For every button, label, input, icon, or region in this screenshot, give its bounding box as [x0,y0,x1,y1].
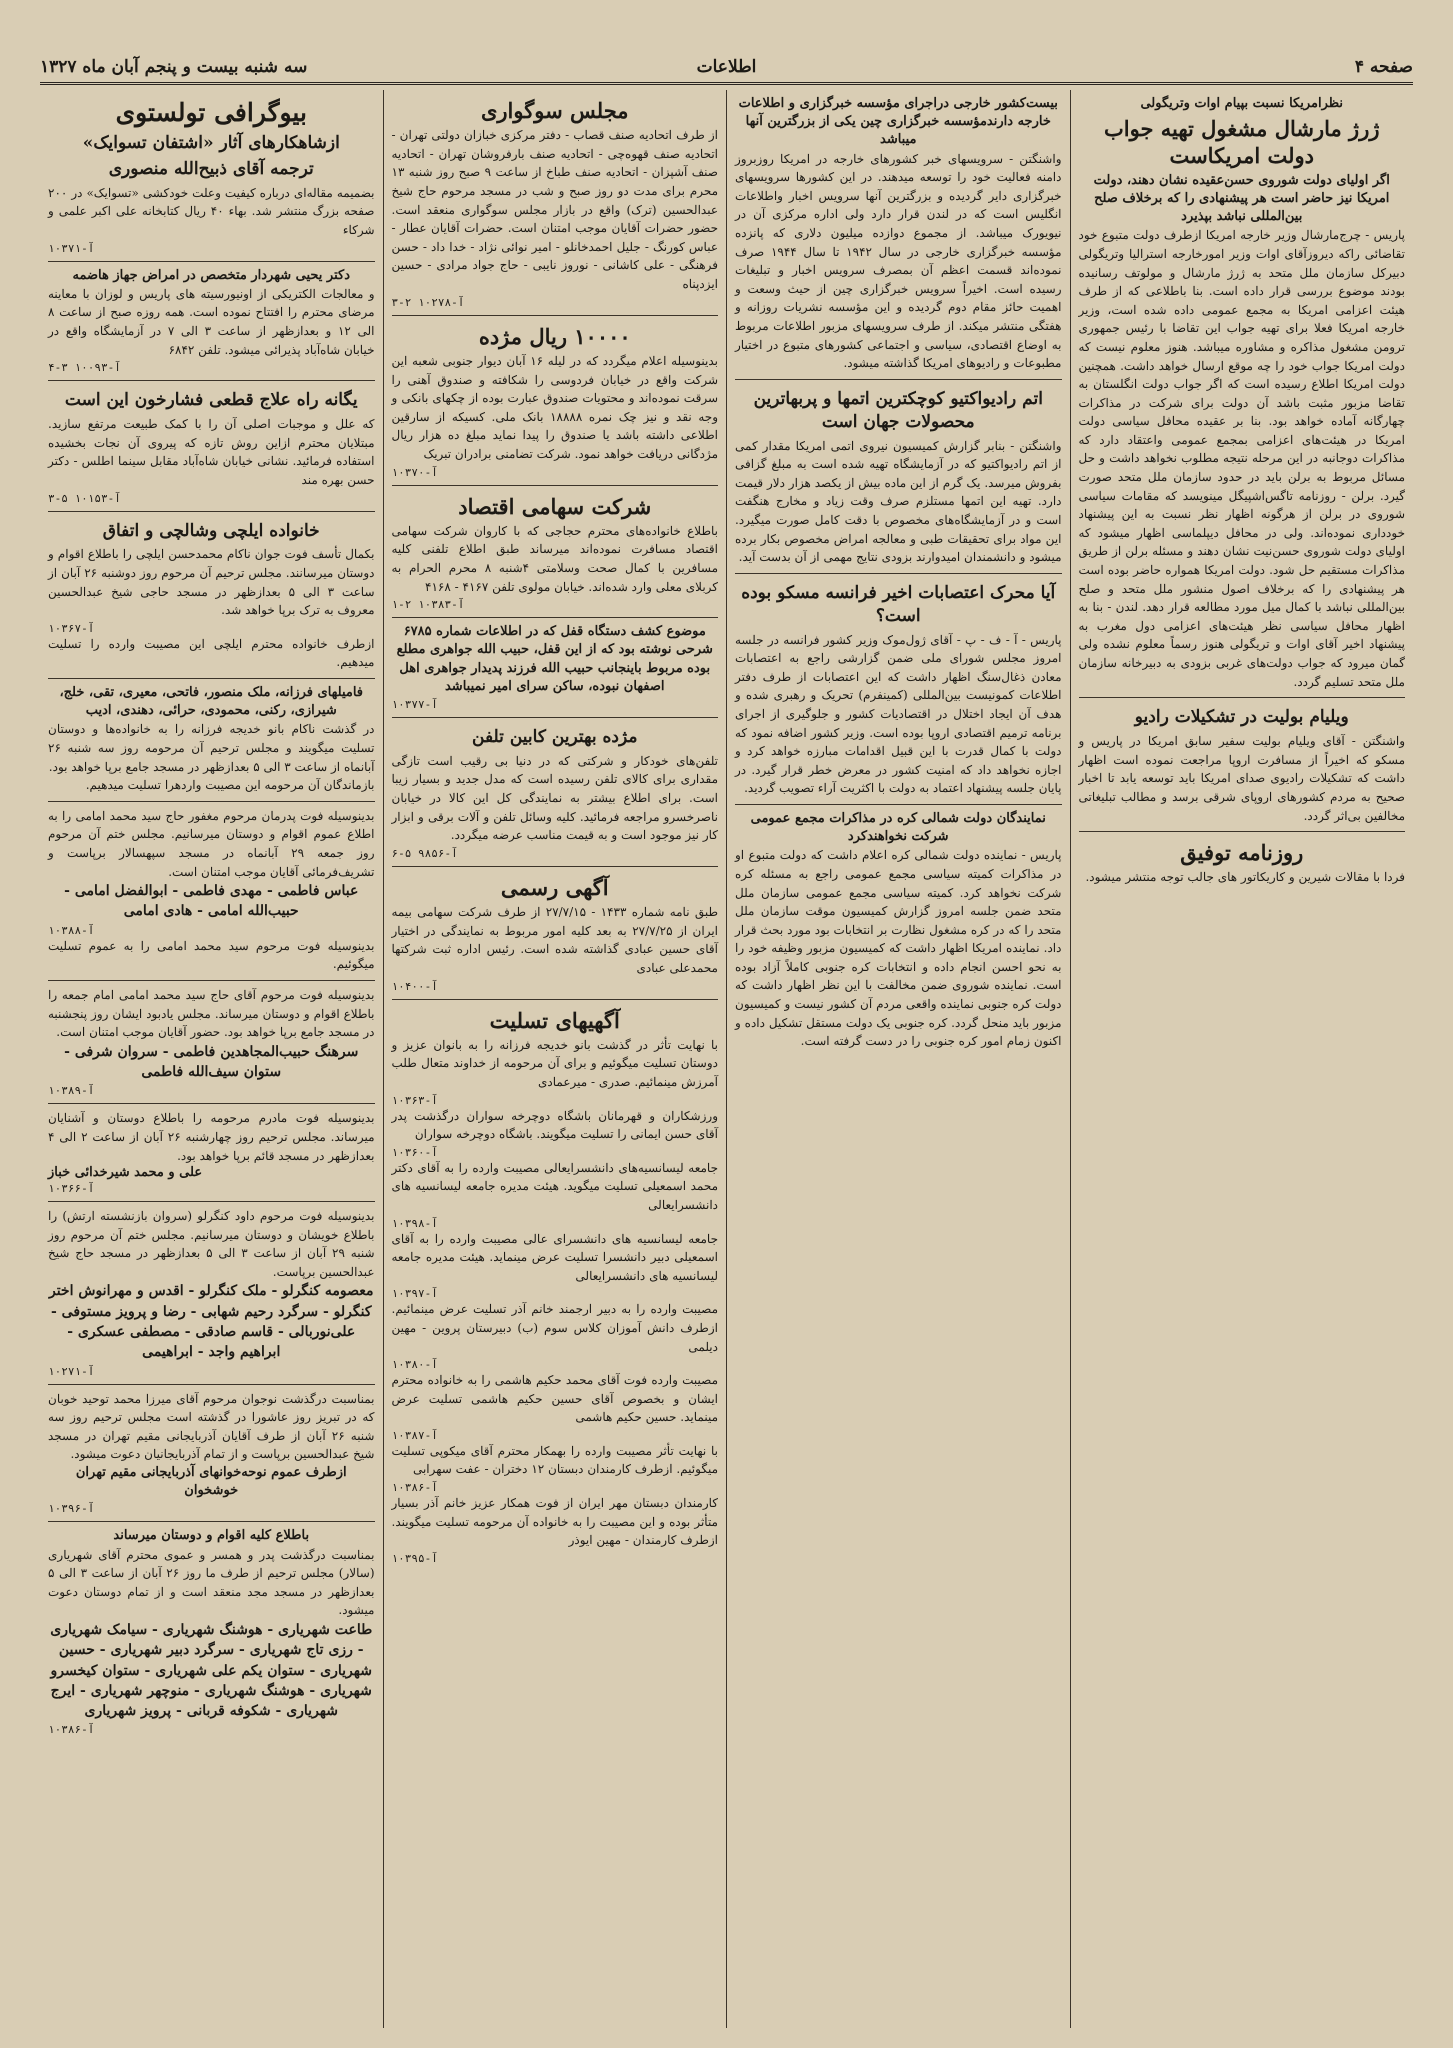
page-number: صفحه ۴ [1354,57,1413,77]
phone-ad [392,718,719,867]
mojahedin-notice [48,981,375,1104]
kangarlu-names: معصومه کنگرلو - ملک کنگرلو - اقدس و مهرانوش اختر کنگرلو - سرگرد رحیم شهابی - رضا و پرویز مستوفی - علی‌نوربالی - قاسم صادقی - مصطفی عسکری - ابراهیم واجد - ابراهیمی [48,1283,374,1361]
phone-body: تلفن‌های خودکار و شرکتی که در دنیا بی رقیب است تازگی مقداری برای کالای تلفن رسیده است که مدل جدید و بسیار زیبا است. برای اطلاع بیشتر به نمایندگی کل این کالا در خیابان ناصرخسرو مراجعه فرمائید. کلیه وسائل تلفن و آلات برقی و ابزار کار نیز موجود است و به قیمت مناسب عرضه میگردد. [391,753,718,843]
doctor-body: و معالجات الکتریکی از اونیورسیته های پاریس و لوزان با معاینه مرضای محترم را افتتاح نموده است. همه روزه صبح از ساعت ۸ الی ۱۲ و بعدازظهر از ساعت ۳ الی ۷ در آزمایشگاه واقع در خیابان شاه‌آباد پذیرائی میشود. تلفن ۶۸۴۲ [48,286,375,357]
condolence-text: مصیبت وارده را به دبیر ارجمند خانم آذر تسلیت عرض مینمائیم. ازطرف دانش آموزان کلاس سوم (ب) دبیرستان پروین - مهین دیلمی [391,1302,718,1354]
korea-body: پاریس - نماینده دولت شمالی کره اعلام داشت که دولت متبوع او در مذاکرات کمیته سیاسی مجمع عمومی راجع به مسئله کره شرکت نخواهد کرد. کمیته سیاسی مجمع عمومی سازمان ملل متحد ضمن جلسه امروز گزارش کمیسیون موقت سازمان ملل متحد را که در کره مشغول نظارت بر انتخابات بود مورد بحث قرار داد. نماینده امریکا اظهار داشت که کمیسیون مزبور وظیفه خود را به نحو احسن انجام داده و انتخابات کره جنوبی کاملاً آزاد بوده است. نماینده شوروی ضمن مخالفت با این نظر اظهار داشت که دولت کره جنوبی نماینده واقعی مردم آن کشور نیست و کمیسیون مزبور باید منحل گردد. کره جنوبی یک دولت مستقل تشکیل داده و اکنون زمام امور کره جنوبی را در دست گرفته است. [735,848,1062,1049]
emami-note: بدینوسیله فوت مرحوم سید محمد امامی را به عموم تسلیت میگوئیم. [48,938,375,972]
eqtesad-body: باطلاع خانواده‌های محترم حجاجی که با کاروان شرکت سهامی اقتصاد مسافرت نموده‌اند میرساند طبق اطلاع تلفنی کلیه مسافرین با کمال صحت وسلامتی ۴شنبه ۸ محرم الحرام به کربلای معلی وارد شده‌اند. خیابان مولوی تلفن ۴۱۶۷ - ۴۱۶۸ [391,523,719,594]
bp-body: که علل و موجبات اصلی آن را با کمک طبیعت مرتفع سازید. مبتلایان محترم ازاین روش تازه که پیروی آن نجات بخشیده استفاده فرمائید. نشانی خیابان شاه‌آباد مقابل سینما اطلس - دکتر حسن بهره مند [48,417,375,487]
phone-headline: مژده بهترین کابین تلفن [472,726,638,747]
marshall-body: پاریس - چرج‌مارشال وزیر خارجه امریکا ازطرف دولت متبوع خود تقاضائی راکه دیروزآقای اوات وزیر امورخارجه استرالیا وتریگولی دبیرکل سازمان ملل متحد به ژرژ مارشال و مولوتف رسانیده بودند موضوع بررسی قرار داده است. بنا باطلاعی که از طرف هیئت اعزامی امریکا به مجمع عمومی داده شده است، وزیر خارجه امریکا فعلا برای تهیه جواب این تقاضا با رئیس جمهوری ترومن مشغول مذاکره و مشاوره میباشد. هنوز معلوم نیست که دولت امریکا جواب خود را چه موقع ارسال خواهد داشت. همچنین دولت امریکا اطلاع رسیده است که اگر جواب دولت انگلستان به تقاضا مزبور مثبت باشد آن دولت برای شرکت در مذاکرات چهارگانه آماده خواهد بود. بنا بر عقیده محافل سیاسی دولت امریکا در هیئت‌های اعزامی بمجمع عمومی واعتقاد دارد که مذاکرات دوجانبه در این مرحله نتیجه مطلوب نخواهد داشت و حل مسائل مربوط به برلن باید در حدود سازمان ملل متحد صورت گیرد. برلن - روزنامه تاگس‌اشپیگل مینویسد که مقامات سیاسی شوروی در برلن از هرگونه اظهار نظر نسبت به این پیشنهاد خودداری نموده‌اند. ولی در محافل دیپلماسی اظهار میشود که اولیای دولت شوروی حسن‌نیت نشان دهند و مسئله برلن از طریق مذاکرات مستقیم حل شود. دولت امریکا همواره حاضر بوده است هر پیشنهادی را که برخلاف اصول منشور ملل متحد و صلح بین‌المللی نباشد با کمال میل مورد مطالعه قرار دهد. لندن - بنا به اظهار محافل سیاسی نظر هیئت‌های اعزامی دول مغرب به پیشنهاد اخیر آقای اوات و تریگولی هنوز رسماً معلوم نشده ولی گمان میرود که جواب دولت‌های غربی بزودی به دبیرخانه سازمان ملل متحد تسلیم گردد. [1078,228,1405,689]
atom-headline: اتم رادیواکتیو کوچکترین اتمها و پربهاترین محصولات جهان است [753,388,1043,432]
ad-code: آ-۱۰۳۶۶ [48,1182,95,1196]
family-notice [48,512,375,680]
ad-code: آ-۱۰۳۷۷ [391,697,438,711]
ad-code: آ-۱۰۳۹۸ [391,1216,438,1230]
azar-body: بمناسبت درگذشت نوجوان مرحوم آقای میرزا محمد توحید خوبان که در تبریز روز عاشورا در گذشته است مجلس ترحیم روز سه شنبه ۲۶ آبان از طرف آقایان آذربایجانی مقیم تهران در مسجد شیخ عبدالحسین برپاست و از تمام آذربایجانیان دعوت میشود. [48,1391,375,1462]
column-4 [40,90,384,2028]
condolences-title: آگهیهای تسلیت [489,1007,620,1033]
ad-code: آ-۱۰۳۷۱ [48,241,95,255]
masthead [40,52,1413,85]
bp-headline: یگانه راه علاج قطعی فشارخون این است [64,390,358,411]
ad-code: آ-۱۰۳۸۶ [391,1481,438,1495]
tolstoy-body: بضمیمه مقاله‌ای درباره کیفیت وعلت خودکشی «تسوایک» در ۲۰۰ صفحه بزرگ منتشر شد. بهاء ۴۰ ریال کتابخانه علی اکبر علمی و شرکاء [48,185,375,238]
shahriari-names: طاعت شهریاری - هوشنگ شهریاری - سیامک شهریاری - رزی تاج شهریاری - سرگرد دبیر شهریاری - حسین شهریاری - ستوان یکم علی شهریاری - ستوان کیخسرو شهریاری - هوشنگ شهریاری - منوچهر شهریاری - ایرج شهریاری - شکوفه قربانی - پرویز شهریاری [50,1621,373,1720]
korea-article [735,805,1062,1057]
ad-code: آ-۱۰۳۸۰ [391,1358,438,1372]
doctor-headline: دکتر یحیی شهردار متخصص در امراض جهاز هاضمه [72,267,350,283]
emami-notice [48,802,375,981]
azar-headline: ازطرف عموم نوحه‌خوانهای آذربایجانی مقیم تهران خوشخوان [75,1465,347,1499]
kangarlu-notice [48,1202,375,1385]
ad-code: آ-۱۰۳۸۳ ۲-۱ [391,598,465,612]
ad-code: آ-۱۰۳۹۵ [391,1551,438,1565]
kangarlu-body: بدینوسیله فوت مرحوم داود کنگرلو (سروان بازنشسته ارتش) را باطلاع خویشان و دوستان میرسانیم. مجلس ختم آن مرحوم روز شنبه ۲۹ آبان از ساعت ۳ الی ۵ بعدازظهر در مسجد حاج شیخ عبدالحسین برپاست. [48,1209,375,1279]
atom-article [735,380,1062,574]
ad-code: آ-۱۰۳۶۳ [391,1093,438,1107]
columns [40,90,1413,2028]
condolence-text: با نهایت تأثر در گذشت بانو خدیجه فرزانه را به بانوان عزیز و دوستان تسلیت میگوئیم و برای آن مرحومه از خداوند متعال طلب آمرزش مینمائیم. صدری - میرعمادی [391,1037,718,1089]
kheyyaz-signature: علی و محمد شیرخدائی خباز [48,1165,203,1181]
tolstoy-sub2: ترجمه آقای ذبیح‌الله منصوری [108,158,314,179]
tolstoy-sub1: ازشاهکارهای آثار «اشتفان تسوایک» [82,133,340,153]
agencies-body: واشنگتن - سرویسهای خبر کشورهای خارجه در امریکا روزبروز دامنه فعالیت خود را توسعه میدهند. در این کشورها سرویسهای خبرگزاری دایر گردیده و بزرگترین آنها سرویس اخبار واطلاعات انگلیس است که در لندن قرار دارد ولی اداره مرکزی آن در نیویورک میباشد. از مجموع دوازده میلیون دلاری که پانزده مؤسسه خبرگزاری خارجی در سال ۱۹۴۲ تا سال ۱۹۴۴ صرف نموده‌اند قسمت اعظم آن بمصرف سرویس اخبار و تبلیغات رسیده است. اخیراً سرویس خبرگزاری چین از حیث وسعت و اهمیت حائز مقام دوم گردیده و این مؤسسه نشریات روزانه و هفتگی منتشر میکند. از طرف سرویسهای مزبور اطلاعات مربوط به اوضاع اقتصادی، سیاسی و اجتماعی کشورهای متبوع در اختیار مطبوعات و رادیوهای امریکا گذاشته میشود. [735,151,1062,371]
azar-notice [48,1385,375,1523]
ad-code: آ-۱۰۳۸۶ [48,1723,95,1737]
tofigh-body: فردا با مقالات شیرین و کاریکاتور های جالب توجه منتشر میشود. [1085,870,1405,885]
eqtesad-headline: شرکت سهامی اقتصاد [458,493,652,519]
condolence-text: جامعه لیسانسیه‌های دانشسرایعالی مصیبت وارده را به آقای دکتر محمد اسمعیلی تسلیت میگوید. هیئت مدیره جامعه لیسانسیه های دانشسرایعالی [391,1160,718,1212]
ad-code: آ-۱۰۱۵۳ ۵-۳ [48,491,121,505]
condolence-text: با نهایت تأثر مصیبت وارده را بهمکار محترم آقای میکوپی تسلیت میگوئیم. ازطرف کارمندان دبستان ۱۲ دختران - عفت سهرابی [391,1443,718,1477]
issue-date: سه شنبه بیست و پنجم آبان ماه ۱۳۲۷ [39,57,308,77]
ad-code: آ-۱۰۴۰۰ [391,979,438,993]
ad-code: آ-۱۰۳۸۹ [48,1084,95,1098]
france-body: پاریس - آ - ف - پ - آقای ژول‌موک وزیر کشور فرانسه در جلسه امروز مجلس شورای ملی ضمن گزارشی راجع به اعتصابات معادن ذغال‌سنگ اظهار داشت که این اعتصابات از طرف دفتر اطلاعات کمونیست بین‌المللی (کمینفرم) تحریک و رهبری شده و هدف آن ایجاد اختلال در اقتصادیات کشور و جلوگیری از اجرای برنامه ترمیم اقتصادی اروپا بوده است. وزیر کشور اضافه نمود که دولت با کمال قدرت با این قبیل اقدامات مبارزه خواهد کرد و اجازه نخواهد داد که امنیت کشور در معرض خطر قرار گیرد. در پایان جلسه پیشنهاد اعتماد به دولت با اکثریت آراء تصویب گردید. [735,632,1062,796]
marshall-subhead: اگر اولیای دولت شوروی حسن‌عقیده نشان دهند، دولت امریکا نیز حاضر است هر پیشنهادی را که برخلاف صلح بین‌المللی نباشد بپذیرد [1093,172,1390,225]
condolence-item [392,1107,719,1159]
condolence-item [392,1159,719,1230]
radio-article [1079,698,1406,832]
condolence-item [392,1036,719,1107]
ad-code: آ-۱۰۳۸۷ [391,1428,438,1442]
ad-code: آ-۱۰۳۹۷ [391,1287,438,1301]
condolence-text: مصیبت وارده فوت آقای محمد حکیم هاشمی را به خانواده محترم ایشان و بخصوص آقای حسین حکیم هاشمی تسلیت عرض مینماید. حسین حکیم هاشمی [391,1373,718,1425]
family-note: ازطرف خانواده محترم ایلچی این مصیبت وارده را تسلیت میدهیم. [48,636,375,670]
mojahedin-body: بدینوسیله فوت مرحوم آقای حاج سید محمد امامی امام جمعه را باطلاع اقوام و دوستان میرساند. مجلس یادبود ایشان روز پنجشنبه در مسجد جامع برپا خواهد بود. حضور آقایان موجب امتنان است. [48,987,375,1040]
kheyyaz-body: بدینوسیله فوت مادرم مرحومه را باطلاع دوستان و آشنایان میرساند. مجلس ترحیم روز چهارشنبه ۲۶ آبان از ساعت ۲ الی ۴ بعدازظهر در مسجد قائم برپا خواهد بود. [48,1111,375,1163]
shahriari-body: بمناسبت درگذشت پدر و همسر و عموی محترم آقای شهریاری (سالار) مجلس ترحیم از طرف ما روز ۲۶ آبان از ساعت ۳ الی ۵ بعدازظهر در مسجد مجد منعقد است و از تمام دوستان دعوت میشود. [48,1547,375,1618]
families-notice [48,679,375,802]
reward-body: بدینوسیله اعلام میگردد که در لیله ۱۶ آبان دیوار جنوبی شعبه این شرکت واقع در خیابان فردوسی را شکافته و صندوق آهنی را سرقت نموده‌اند و محتویات صندوق عبارت بوده از چکهای بانکی و وجه نقد و نیز چک نمره ۱۸۸۸۸ بانک ملی. کسیکه از سارقین اطلاعی داشته باشد یا صندوق را پیدا نماید مبلغ ده هزار ریال مژدگانی دریافت خواهد نمود. شرکت تضامنی برادران تبریک [391,353,719,461]
ad-code: آ-۱۰۳۷۰ [391,465,438,479]
official-ad [392,867,719,1000]
tolstoy-headline: بیوگرافی تولستوی [115,98,307,127]
reward-headline: ۱۰۰۰۰ ریال مژده [478,323,631,349]
ad-code: آ-۱۰۰۹۳ ۳-۴ [48,361,121,375]
newspaper-title: اطلاعات [696,57,757,77]
condolence-text: ورزشکاران و قهرمانان باشگاه دوچرخه سواران درگذشت پدر آقای حسن ایمانی را تسلیت میگویند. باشگاه دوچرخه سواران [391,1108,718,1142]
ad-code: آ-۱۰۳۹۶ [48,1502,95,1516]
ad-code: آ-۱۰۳۶۰ [391,1145,438,1159]
mojahedin-names: سرهنگ حبیب‌المجاهدین فاطمی - سروان شرفی - ستوان سیف‌الله فاطمی [64,1043,359,1081]
bp-ad [48,381,375,511]
tolstoy-ad [48,90,375,262]
condolence-text: جامعه لیسانسیه های دانشسرای عالی مصیبت وارده را به آقای اسمعیلی دبیر دانشسرا تسلیت عرض مینماید. هیئت مدیره جامعه لیسانسیه های دانشسرایعالی [391,1231,718,1283]
column-1 [1071,90,1414,2028]
family-headline: خانواده ایلچی وشالچی و اتفاق [102,520,320,541]
condolence-text: کارمندان دبستان مهر ایران از فوت همکار عزیز خانم آذر بسیار متأثر بوده و این مصیبت را به خانواده آن مرحومه تسلیت میگویند. ازطرف کارمندان - مهین ایوذر [391,1496,718,1548]
france-article [735,574,1062,805]
emami-names: عباس فاطمی - مهدی فاطمی - ابوالفضل امامی - حبیب‌الله امامی - هادی امامی [64,883,359,920]
ad-code: آ-۱۰۲۷۱ [48,1364,95,1378]
majlis-headline: مجلس سوگواری [480,98,629,123]
tofigh-title: روزنامه توفیق [1180,840,1304,866]
condolence-item [392,1300,719,1371]
ad-code: آ-۹۸۵۶ ۵-۶ [391,846,458,860]
agencies-article [735,90,1062,380]
ad-code: آ-۱۰۳۶۷ [48,621,95,635]
column-3 [384,90,728,2028]
eqtesad-ad [392,486,719,619]
majlis-body: از طرف اتحادیه صنف قصاب - دفتر مرکزی خبازان دولتی تهران - اتحادیه صنف قهوه‌چی - اتحادیه صنف بارفروشان تهران - اتحادیه صنف آشپزان - اتحادیه صنف طباخ از ساعت ۹ صبح روز شنبه ۱۳ محرم برای مدت دو روز صبح و شب در مسجد مرحوم حاج شیخ عبدالحسین (ترک) واقع در بازار مجلس سوگواری منعقد است. حضور حضرات آقایان موجب امتنان است. حضرات آقایان عطار - عباس کورنگ - جلیل احمدخانلو - امیر نوائی نژاد - خدا داد - حسن فرهنگی - علی کاشانی - نوروز نایبی - حاج جواد مرادی - حسین ایزدپناه [391,128,718,292]
tofigh-ad [1079,832,1406,893]
atom-body: واشنگتن - بنابر گزارش کمیسیون نیروی اتمی امریکا مقدار کمی از اتم رادیواکتیو که در آزمایشگاه تهیه شده است به مبلغ گزافی بفروش میرسد. یک گرم از این ماده بیش از یکصد هزار دلار قیمت دارد. تهیه این اتمها مستلزم صرف وقت زیاد و مخارج هنگفت است و در آزمایشگاه‌های مخصوص با دقت کامل صورت میگیرد. این مواد برای تحقیقات طبی و معالجه امراض مخصوص بکار برده میشود و دانشمندان امیدوارند بزودی نتایج مهمی از آن بدست آید. [735,438,1062,565]
families-body: در گذشت ناکام بانو خدیجه فرزانه را به خانواده‌ها و دوستان تسلیت میگویند و مجلس ترحیم آن مرحومه روز سه شنبه ۲۶ آبانماه از ساعت ۳ الی ۵ بعدازظهر در مسجد جامع برپا خواهد بود. [48,722,375,774]
column-2 [727,90,1071,2028]
marshall-kicker: نظرامریکا نسبت بپیام اوات وتریگولی [1140,96,1344,111]
emami-body: بدینوسیله فوت پدرمان مرحوم مغفور حاج سید محمد امامی را به اطلاع عموم اقوام و دوستان میرسانیم. مجلس ختم آن مرحوم روز جمعه ۲۹ آبانماه در مسجد سپهسالار برپاست و تشریف‌فرمائی آقایان موجب امتنان است. [48,808,375,879]
radio-body: واشنگتن - آقای ویلیام بولیت سفیر سابق امریکا در پاریس و مسکو که اخیراً از مسافرت اروپا مراجعت نموده است اظهار داشت که تشکیلات رادیوی صدای امریکا باید توسعه یابد تا اخبار صحیح به مردم کشورهای اروپای شرقی برسد و مطالب تبلیغاتی مخالفین بی‌اثر گردد. [1078,734,1405,823]
condolences-section [392,1000,719,1571]
ad-code: آ-۱۰۲۷۸ ۲-۳ [391,295,465,309]
shahriari-notice [48,1522,375,1742]
kheyyaz-notice [48,1104,375,1202]
condolence-item [392,1371,719,1442]
official-body: طبق نامه شماره ۱۴۳۳ - ۲۷/۷/۱۵ از طرف شرکت سهامی بیمه ایران از ۲۷/۷/۲۵ به بعد کلیه امور مربوط به نمایندگی در اختیار آقای حسین عبادی گذاشته شده است. رئیس اداره ثبت شرکتها محمدعلی عبادی [391,905,719,975]
marshall-article [1079,90,1406,698]
families-note: بازماندگان آن مرحومه این مصیبت واردهرا تسلیت میدهیم. [85,778,375,793]
ad-code: آ-۱۰۳۸۸ [48,923,95,937]
shahriari-headline: باطلاع کلیه اقوام و دوستان میرساند [113,1528,310,1544]
condolence-item [392,1442,719,1494]
korea-headline: نمایندگان دولت شمالی کره در مذاکرات مجمع عمومی شرکت نخواهندکرد [750,810,1046,845]
france-headline: آیا محرک اعتصابات اخیر فرانسه مسکو بوده است؟ [741,582,1056,626]
lock-notice [392,618,719,718]
condolence-item [392,1230,719,1301]
radio-headline: ویلیام بولیت در تشکیلات رادیو [1134,707,1349,728]
condolence-item [392,1494,719,1565]
families-headline: فامیلهای فرزانه، ملک منصور، فاتحی، معیری، تقی، خلج، شیرازی، رکنی، محمودی، حرائی، دهندی، ادیب [59,685,364,719]
reward-ad [392,316,719,486]
family-body: بکمال تأسف فوت جوان ناکام محمدحسن ایلچی را باطلاع اقوام و دوستان میرسانند. مجلس ترحیم آن مرحوم روز دوشنبه ۲۶ آبان از ساعت ۳ الی ۵ بعدازظهر در مسجد حاجی شیخ عبدالحسین معروف به ترک برپا خواهد شد. [48,547,375,618]
agencies-headline: بیست‌کشور خارجی دراجرای مؤسسه خبرگزاری و اطلاعات خارجه دارندمؤسسه خبرگزاری چین یکی از بزرگترین آنها میباشد [738,96,1058,148]
official-headline: آگهی رسمی [500,874,609,900]
majlis-ad [392,90,719,316]
lock-headline: موضوع کشف دستگاه قفل که در اطلاعات شماره ۶۷۸۵ شرحی نوشته بود که از این قفل، حبیب الله جواهری مطلع بوده مربوط باینجانب حبیب الله فرزند پدیدار جواهری اهل اصفهان نبوده، ساکن سرای امیر نمیباشد [396,624,713,694]
marshall-headline: ژرژ مارشال مشغول تهیه جواب دولت امریکاست [1104,116,1380,169]
doctor-ad [48,262,375,382]
